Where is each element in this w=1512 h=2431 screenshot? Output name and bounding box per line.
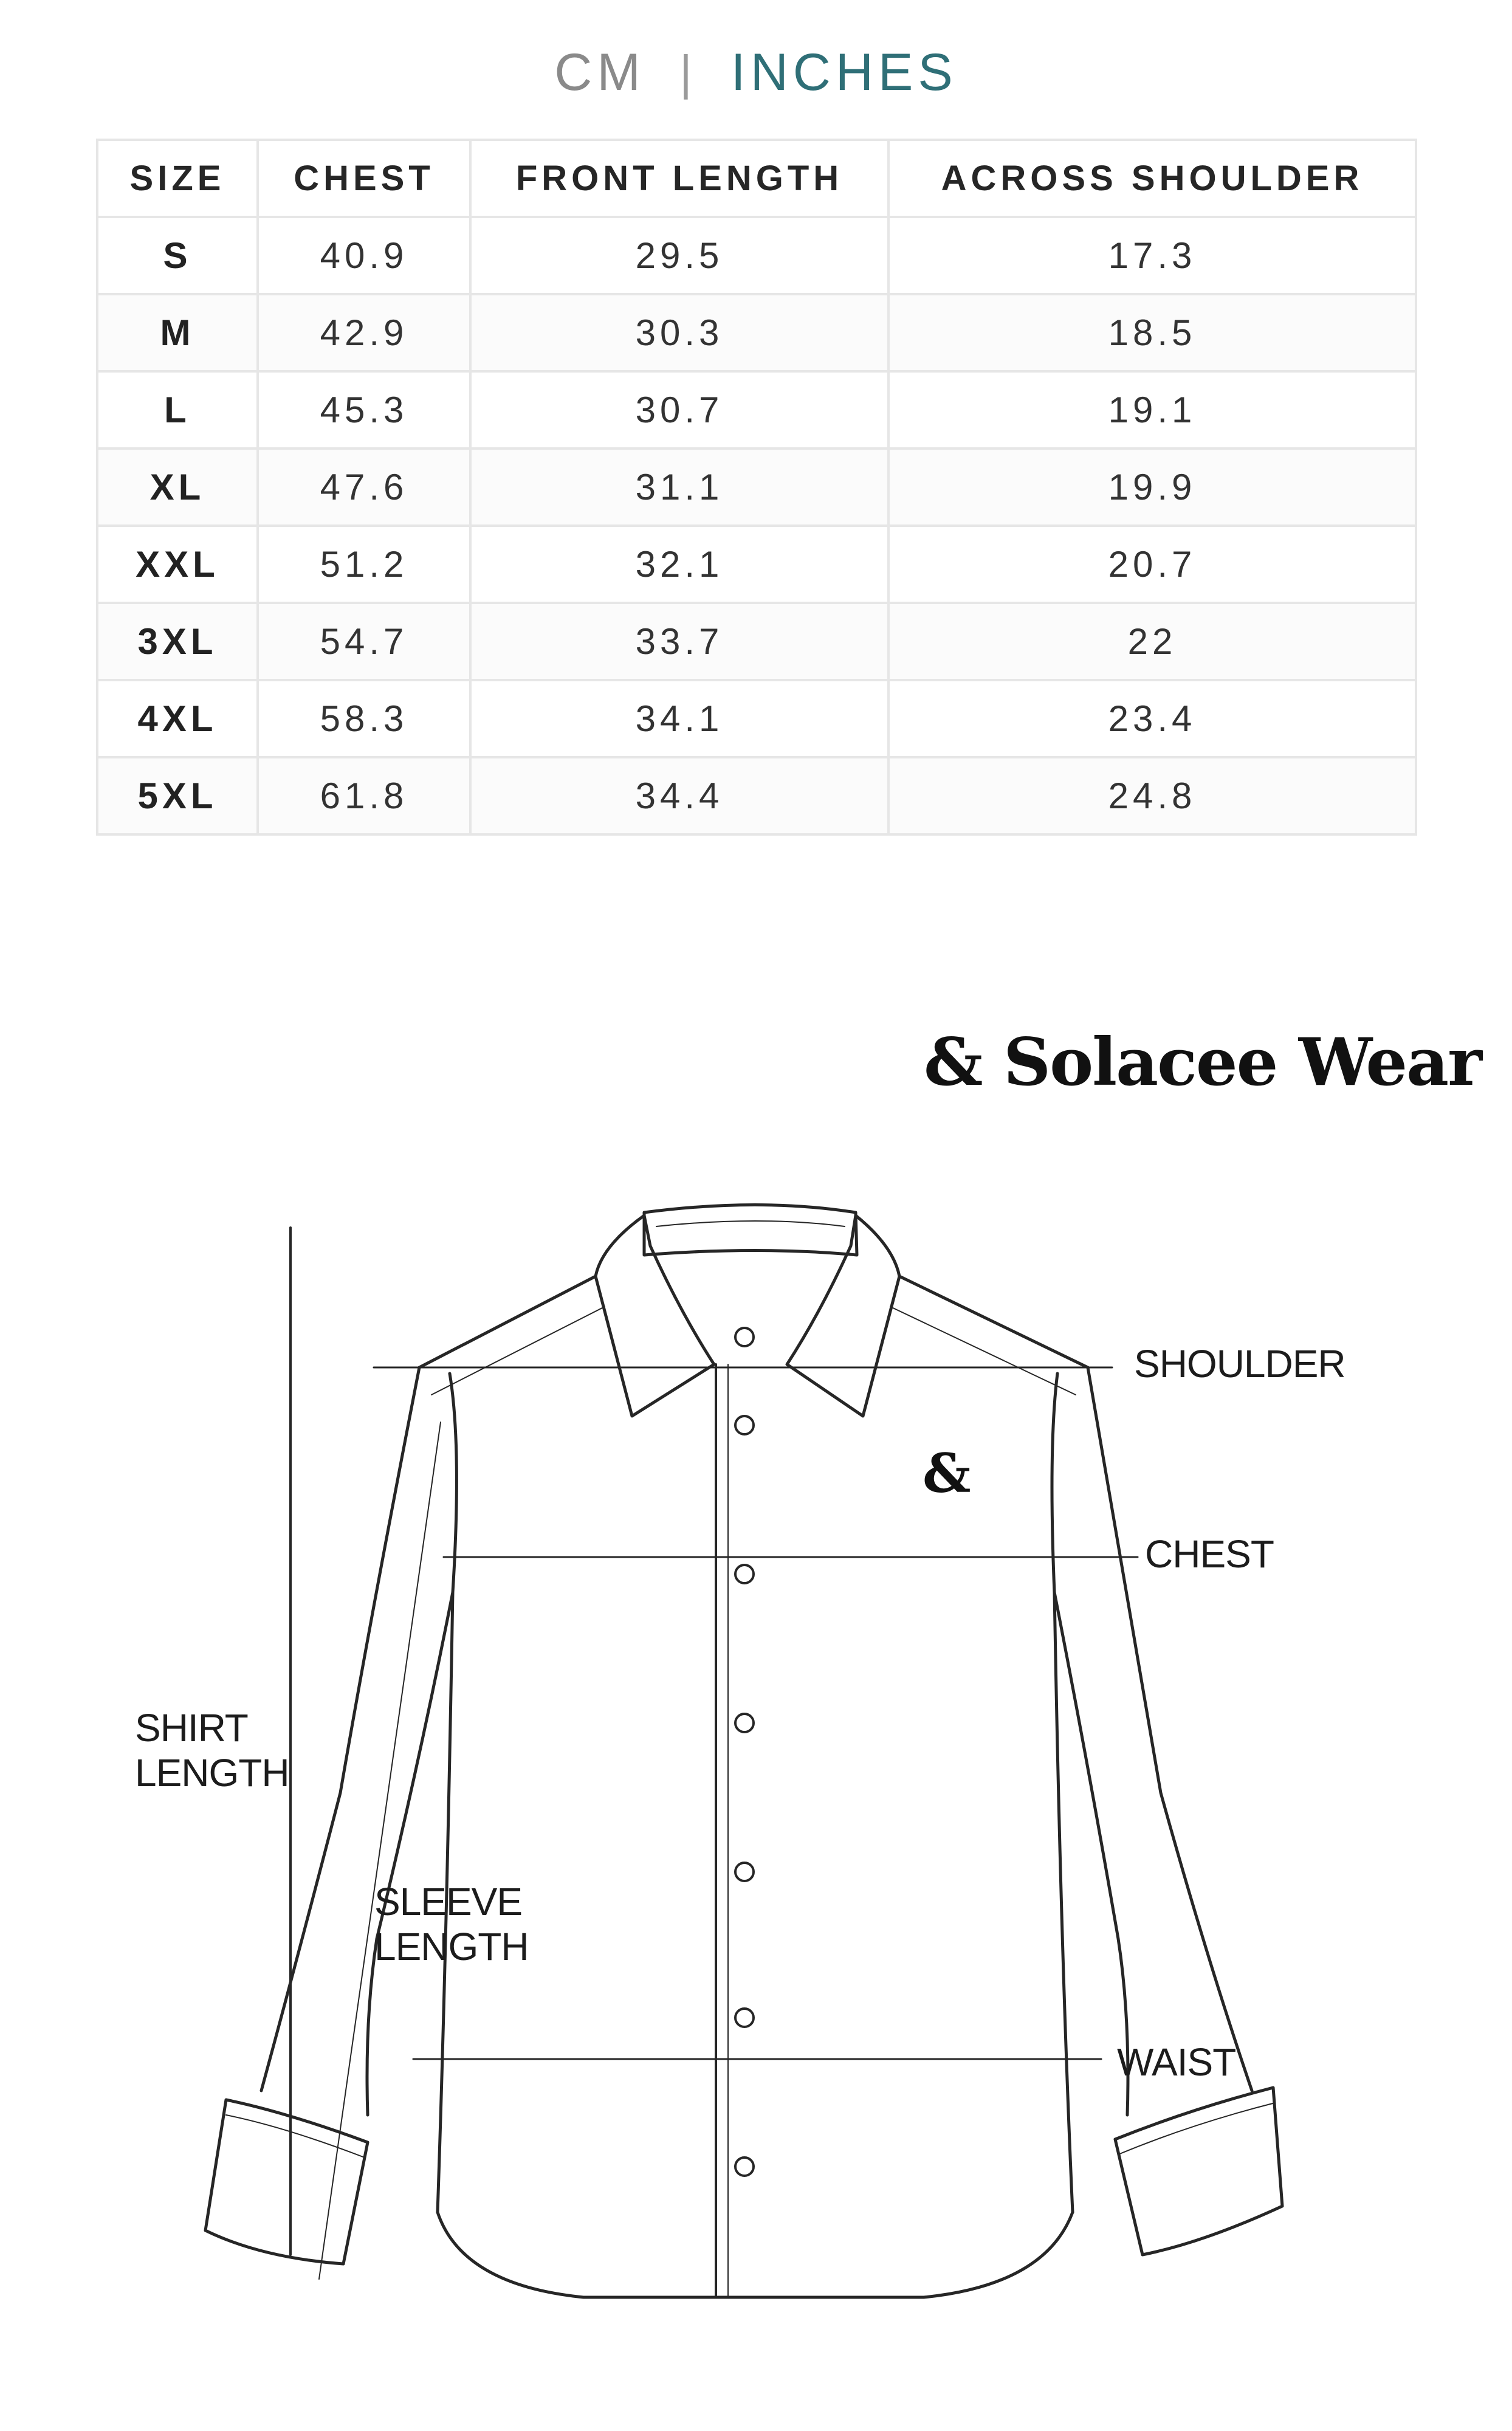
unit-separator: |	[679, 45, 697, 100]
front-length-cell: 30.7	[470, 371, 888, 449]
chest-cell: 45.3	[258, 371, 470, 449]
front-length-cell: 29.5	[470, 217, 888, 294]
chest-cell: 40.9	[258, 217, 470, 294]
body-right-side	[1054, 1592, 1073, 2212]
front-length-cell: 32.1	[470, 526, 888, 603]
label-chest: CHEST	[1145, 1532, 1274, 1576]
yoke-left	[431, 1307, 605, 1395]
table-row	[97, 757, 1416, 834]
label-shirt-length-line2: LENGTH	[135, 1751, 289, 1795]
label-sleeve-length-line1: SLEEVE	[374, 1880, 523, 1924]
shirt-hem	[438, 2212, 1073, 2297]
unit-inches-option[interactable]: INCHES	[730, 43, 958, 101]
label-shirt-length-line1: SHIRT	[135, 1706, 248, 1750]
table-row	[97, 603, 1416, 680]
size-cell: M	[97, 294, 258, 371]
yoke-right	[890, 1307, 1076, 1395]
label-sleeve-length-line2: LENGTH	[374, 1925, 529, 1969]
collar-left	[596, 1216, 714, 1416]
front-length-cell: 34.4	[470, 757, 888, 834]
size-cell: XL	[97, 449, 258, 526]
label-waist: WAIST	[1117, 2040, 1236, 2084]
unit-toggle	[0, 43, 1512, 103]
button	[735, 1714, 754, 1732]
front-length-cell: 33.7	[470, 603, 888, 680]
table-header-row	[97, 140, 1416, 217]
button	[735, 1416, 754, 1434]
size-cell: L	[97, 371, 258, 449]
header-chest: CHEST	[258, 140, 470, 217]
chest-cell: 58.3	[258, 680, 470, 757]
cuff-right	[1115, 2088, 1282, 2255]
front-length-cell: 31.1	[470, 449, 888, 526]
chest-cell: 47.6	[258, 449, 470, 526]
button	[735, 1863, 754, 1881]
label-shoulder: SHOULDER	[1134, 1342, 1345, 1386]
size-chart-table	[96, 139, 1417, 836]
size-cell: 3XL	[97, 603, 258, 680]
front-length-cell: 30.3	[470, 294, 888, 371]
size-cell: 5XL	[97, 757, 258, 834]
shirt-buttons	[735, 1328, 754, 2176]
button	[735, 2009, 754, 2027]
collar-right	[787, 1216, 899, 1416]
front-length-cell: 34.1	[470, 680, 888, 757]
shoulder-cell: 24.8	[888, 757, 1416, 834]
table-row	[97, 371, 1416, 449]
shoulder-cell: 23.4	[888, 680, 1416, 757]
brand-logo: & Solacee Wear	[924, 1024, 1481, 1101]
header-size: SIZE	[97, 140, 258, 217]
sleeve-measure-line	[319, 1422, 441, 2279]
size-cell: XXL	[97, 526, 258, 603]
collar-stitch	[656, 1221, 845, 1226]
button	[735, 1328, 754, 1346]
unit-cm-option[interactable]: CM	[554, 43, 646, 101]
shoulder-left	[419, 1276, 596, 1367]
shoulder-cell: 19.9	[888, 449, 1416, 526]
cuff-left	[205, 2100, 368, 2264]
button	[735, 1565, 754, 1583]
header-across-shoulder: ACROSS SHOULDER	[888, 140, 1416, 217]
table-row	[97, 217, 1416, 294]
sleeve-right-outer	[1088, 1367, 1252, 2091]
shoulder-cell: 17.3	[888, 217, 1416, 294]
chest-cell: 42.9	[258, 294, 470, 371]
chest-cell: 51.2	[258, 526, 470, 603]
sleeve-left-outer	[261, 1367, 419, 2091]
shoulder-cell: 22	[888, 603, 1416, 680]
button	[735, 2158, 754, 2176]
shoulder-cell: 19.1	[888, 371, 1416, 449]
chest-logo: &	[923, 1442, 971, 1505]
table-row	[97, 294, 1416, 371]
chest-cell: 54.7	[258, 603, 470, 680]
collar-band	[644, 1205, 857, 1256]
table-row	[97, 449, 1416, 526]
shoulder-right	[899, 1276, 1088, 1367]
cuff-left-stitch	[226, 2115, 365, 2158]
size-cell: S	[97, 217, 258, 294]
header-front-length: FRONT LENGTH	[470, 140, 888, 217]
table-row	[97, 526, 1416, 603]
chest-cell: 61.8	[258, 757, 470, 834]
table-row	[97, 680, 1416, 757]
size-cell: 4XL	[97, 680, 258, 757]
shoulder-cell: 20.7	[888, 526, 1416, 603]
shoulder-cell: 18.5	[888, 294, 1416, 371]
